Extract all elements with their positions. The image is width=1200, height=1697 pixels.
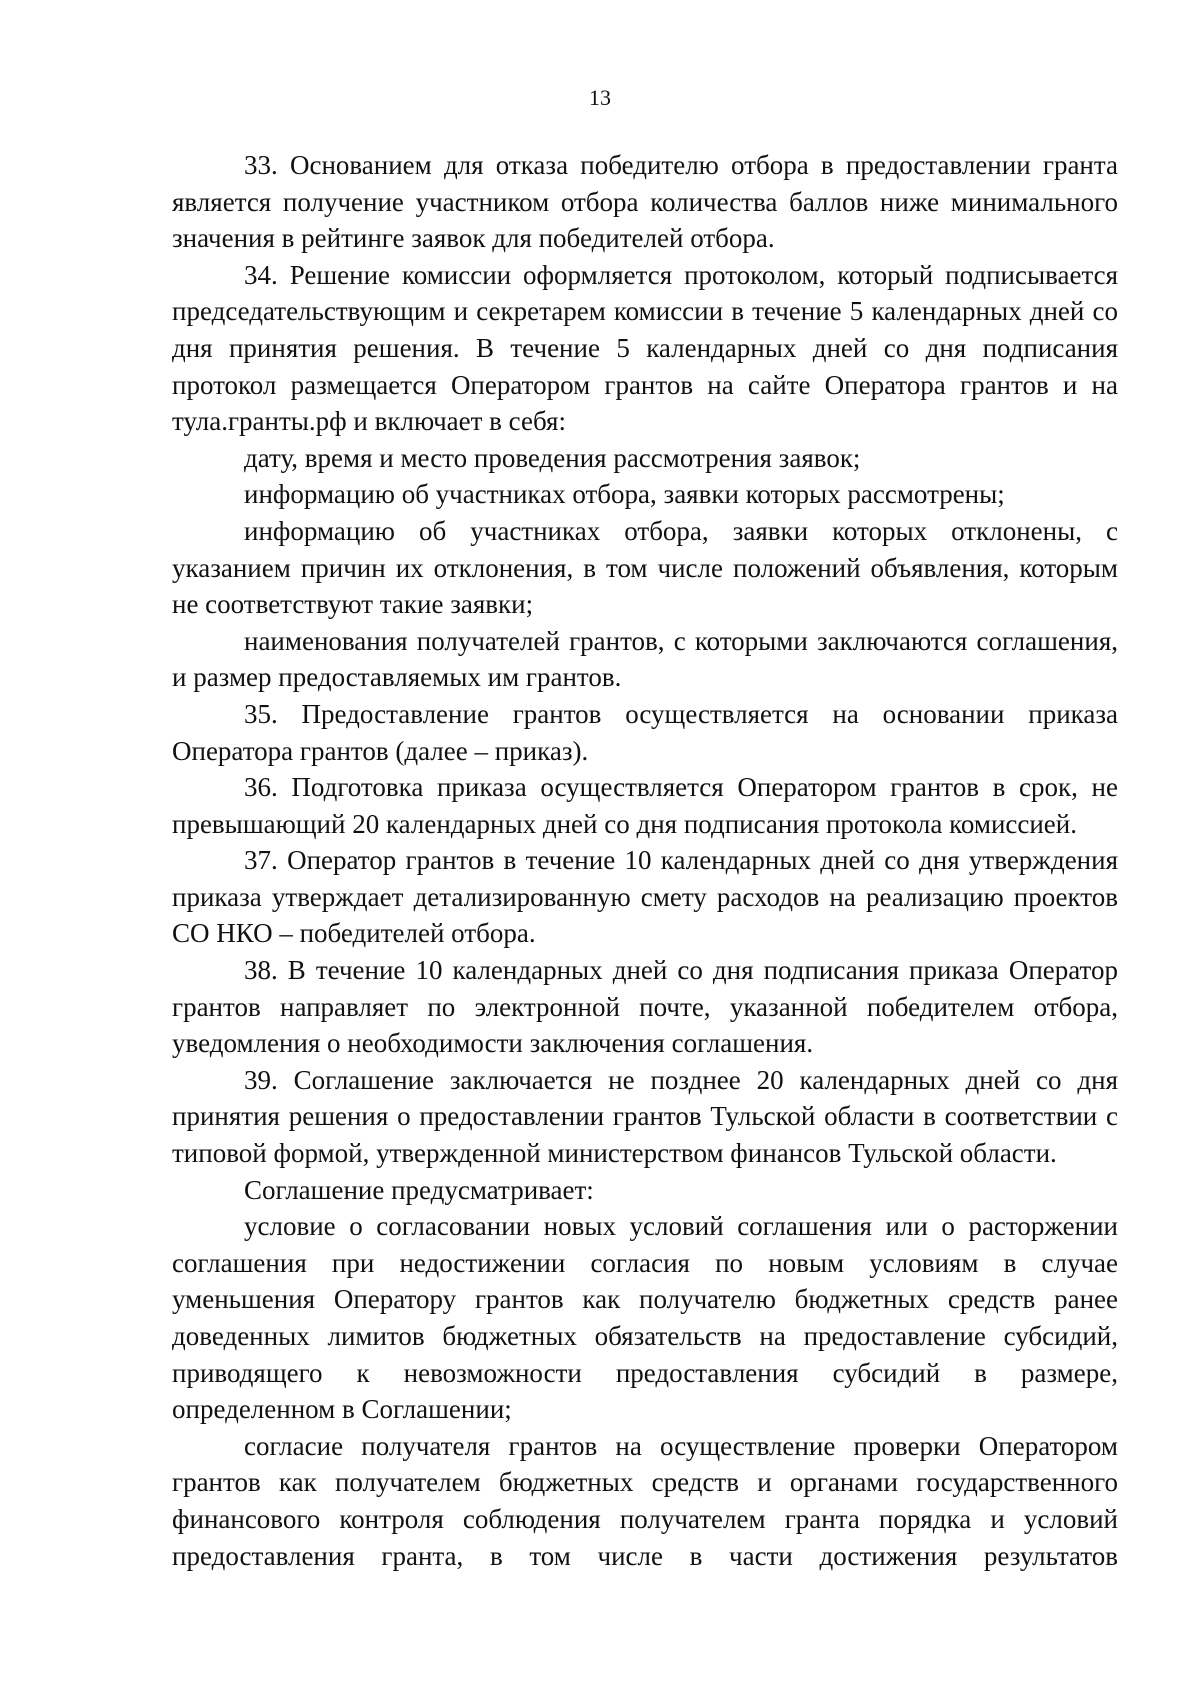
document-body <box>172 147 1118 1574</box>
paragraph-34: 34. Решение комиссии оформляется протоколом, который подписывается председательствующим и секретарем комиссии в течение 5 календарных дней со дня принятия решения. В течение 5 календарных дней со дня подписания протокол размещается Оператором грантов на сайте Оператора грантов и на тула.гранты.рф и включает в себя: <box>172 259 1118 437</box>
paragraph-36: 36. Подготовка приказа осуществляется Оператором грантов в срок, не превышающий 20 календарных дней со дня подписания протокола комиссией. <box>172 772 1118 839</box>
list-item-reviewed-applications: информацию об участниках отбора, заявки которых рассмотрены; <box>244 479 1005 510</box>
list-item-rejected-applications: информацию об участниках отбора, заявки которых отклонены, с указанием причин их отклонения, в том числе положений объявления, которым не соответствуют такие заявки; <box>172 515 1118 620</box>
paragraph-35: 35. Предоставление грантов осуществляется на основании приказа Оператора грантов (далее – приказ). <box>172 698 1118 766</box>
list-item-new-conditions: условие о согласовании новых условий соглашения или о расторжении соглашения при недостижении согласия по новым условиям в случае уменьшения Оператору грантов как получателю бюджетных средств ранее доведенных лимитов бюджетных обязательств на предоставление субсидий, приводящего к невозможности предоставления субсидий в размере, определенном в Соглашении; <box>172 1211 1118 1425</box>
agreement-provides-heading: Соглашение предусматривает: <box>244 1174 594 1205</box>
list-item-grant-recipients: наименования получателей грантов, с которыми заключаются соглашения, и размер предоставляемых им грантов. <box>172 625 1118 693</box>
paragraph-38: 38. В течение 10 календарных дней со дня подписания приказа Оператор грантов направляет по электронной почте, указанной победителем отбора, уведомления о необходимости заключения соглашения. <box>172 955 1118 1059</box>
list-item-date-time-place: дату, время и место проведения рассмотрения заявок; <box>244 442 861 473</box>
paragraph-39: 39. Соглашение заключается не позднее 20 календарных дней со дня принятия решения о предоставлении грантов Тульской области в соответствии с типовой формой, утвержденной министерством финансов Тульской области. <box>172 1064 1118 1169</box>
list-item-inspection-consent: согласие получателя грантов на осуществление проверки Оператором грантов как получателем бюджетных средств и органами государственного финансового контроля соблюдения получателем гранта порядка и условий предоставления гранта, в том числе в части достижения результатов <box>172 1430 1118 1571</box>
page-number: 13 <box>589 85 611 110</box>
paragraph-37: 37. Оператор грантов в течение 10 календарных дней со дня утверждения приказа утверждает детализированную смету расходов на реализацию проектов СО НКО – победителей отбора. <box>172 845 1118 949</box>
paragraph-33: 33. Основанием для отказа победителю отбора в предоставлении гранта является получение участником отбора количества баллов ниже минимального значения в рейтинге заявок для победителей отбора. <box>172 150 1118 254</box>
